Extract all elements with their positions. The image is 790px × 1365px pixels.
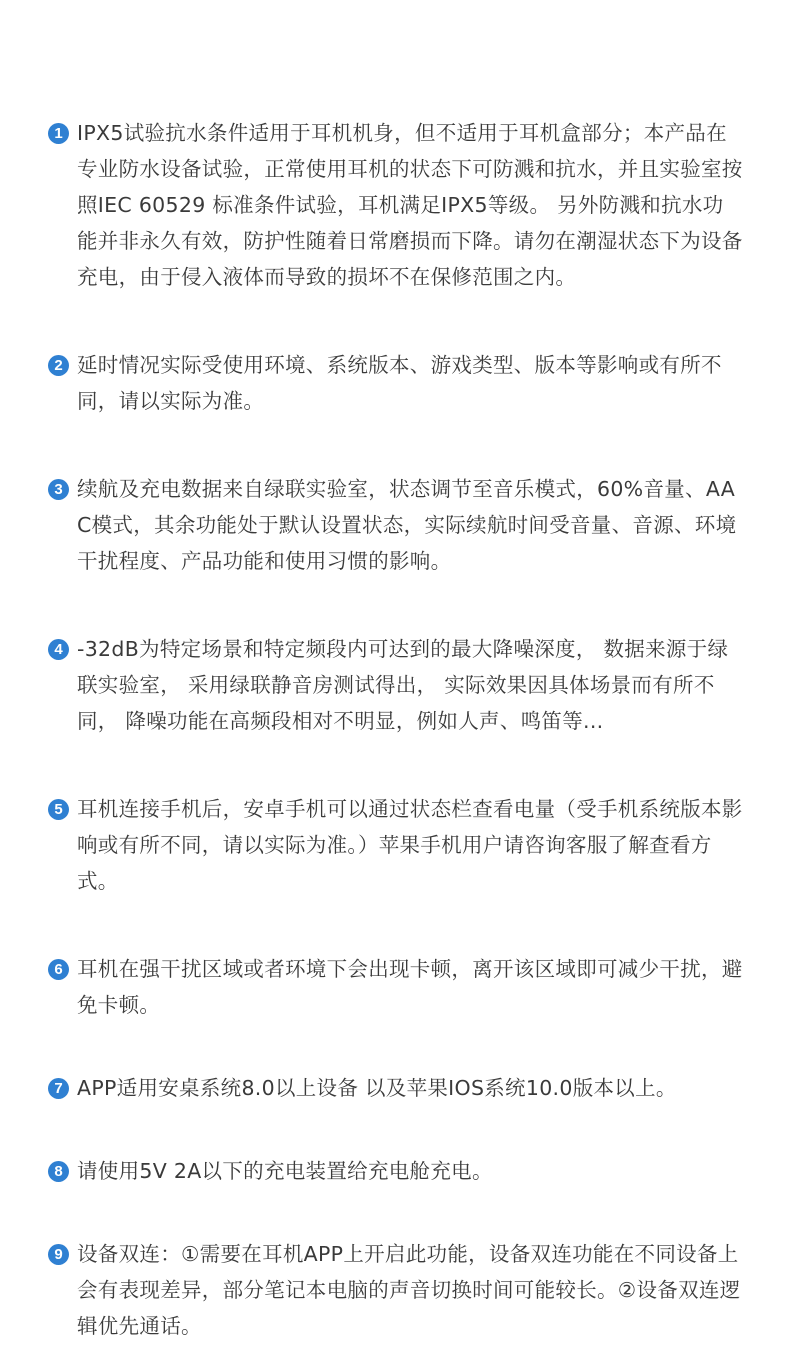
number-badge-icon: 8: [48, 1161, 69, 1182]
number-badge-icon: 7: [48, 1078, 69, 1099]
note-item-2: [48, 347, 743, 419]
number-badge-icon: 9: [48, 1244, 69, 1265]
note-item-8: [48, 1153, 743, 1189]
note-item-1: [48, 115, 743, 295]
note-item-9: [48, 1236, 743, 1344]
note-text: 耳机连接手机后，安卓手机可以通过状态栏查看电量（受手机系统版本影响或有所不同，请以实际为准。）苹果手机用户请咨询客服了解查看方式。: [77, 797, 743, 893]
number-badge-icon: 1: [48, 123, 69, 144]
note-text: 请使用5V 2A以下的充电装置给充电舱充电。: [77, 1159, 493, 1183]
note-text: -32dB为特定场景和特定频段内可达到的最大降噪深度， 数据来源于绿联实验室， 采用绿联静音房测试得出， 实际效果因具体场景而有所不同， 降噪功能在高频段相对不明显，例如人声、鸣笛等...: [77, 637, 729, 733]
number-badge-icon: 4: [48, 639, 69, 660]
note-item-5: [48, 791, 743, 899]
number-badge-icon: 3: [48, 479, 69, 500]
number-badge-icon: 2: [48, 355, 69, 376]
note-item-4: [48, 631, 743, 739]
number-badge-icon: 6: [48, 959, 69, 980]
number-badge-icon: 5: [48, 799, 69, 820]
note-text: APP适用安桌系统8.0以上设备 以及苹果IOS系统10.0版本以上。: [77, 1076, 677, 1100]
note-item-6: [48, 951, 743, 1023]
note-text: 耳机在强干扰区域或者环境下会出现卡顿，离开该区域即可减少干扰，避免卡顿。: [77, 957, 743, 1017]
note-text: 延时情况实际受使用环境、系统版本、游戏类型、版本等影响或有所不同，请以实际为准。: [77, 353, 722, 413]
note-item-3: [48, 471, 743, 579]
note-text: IPX5试验抗水条件适用于耳机机身，但不适用于耳机盒部分；本产品在专业防水设备试验，正常使用耳机的状态下可防溅和抗水，并且实验室按照IEC 60529 标准条件试验，耳机满足IPX5等级。 另外防溅和抗水功能并非永久有效，防护性随着日常磨损而下降。请勿在潮湿状态下为设备充电，由于侵入液体而导致的损坏不在保修范围之内。: [77, 121, 743, 289]
note-item-7: [48, 1070, 743, 1106]
note-text: 设备双连：①需要在耳机APP上开启此功能，设备双连功能在不同设备上会有表现差异，部分笔记本电脑的声音切换时间可能较长。②设备双连逻辑优先通话。: [77, 1242, 741, 1338]
notes-list: [48, 115, 743, 1344]
note-text: 续航及充电数据来自绿联实验室，状态调节至音乐模式，60%音量、AAC模式，其余功能处于默认设置状态，实际续航时间受音量、音源、环境干扰程度、产品功能和使用习惯的影响。: [77, 477, 737, 573]
